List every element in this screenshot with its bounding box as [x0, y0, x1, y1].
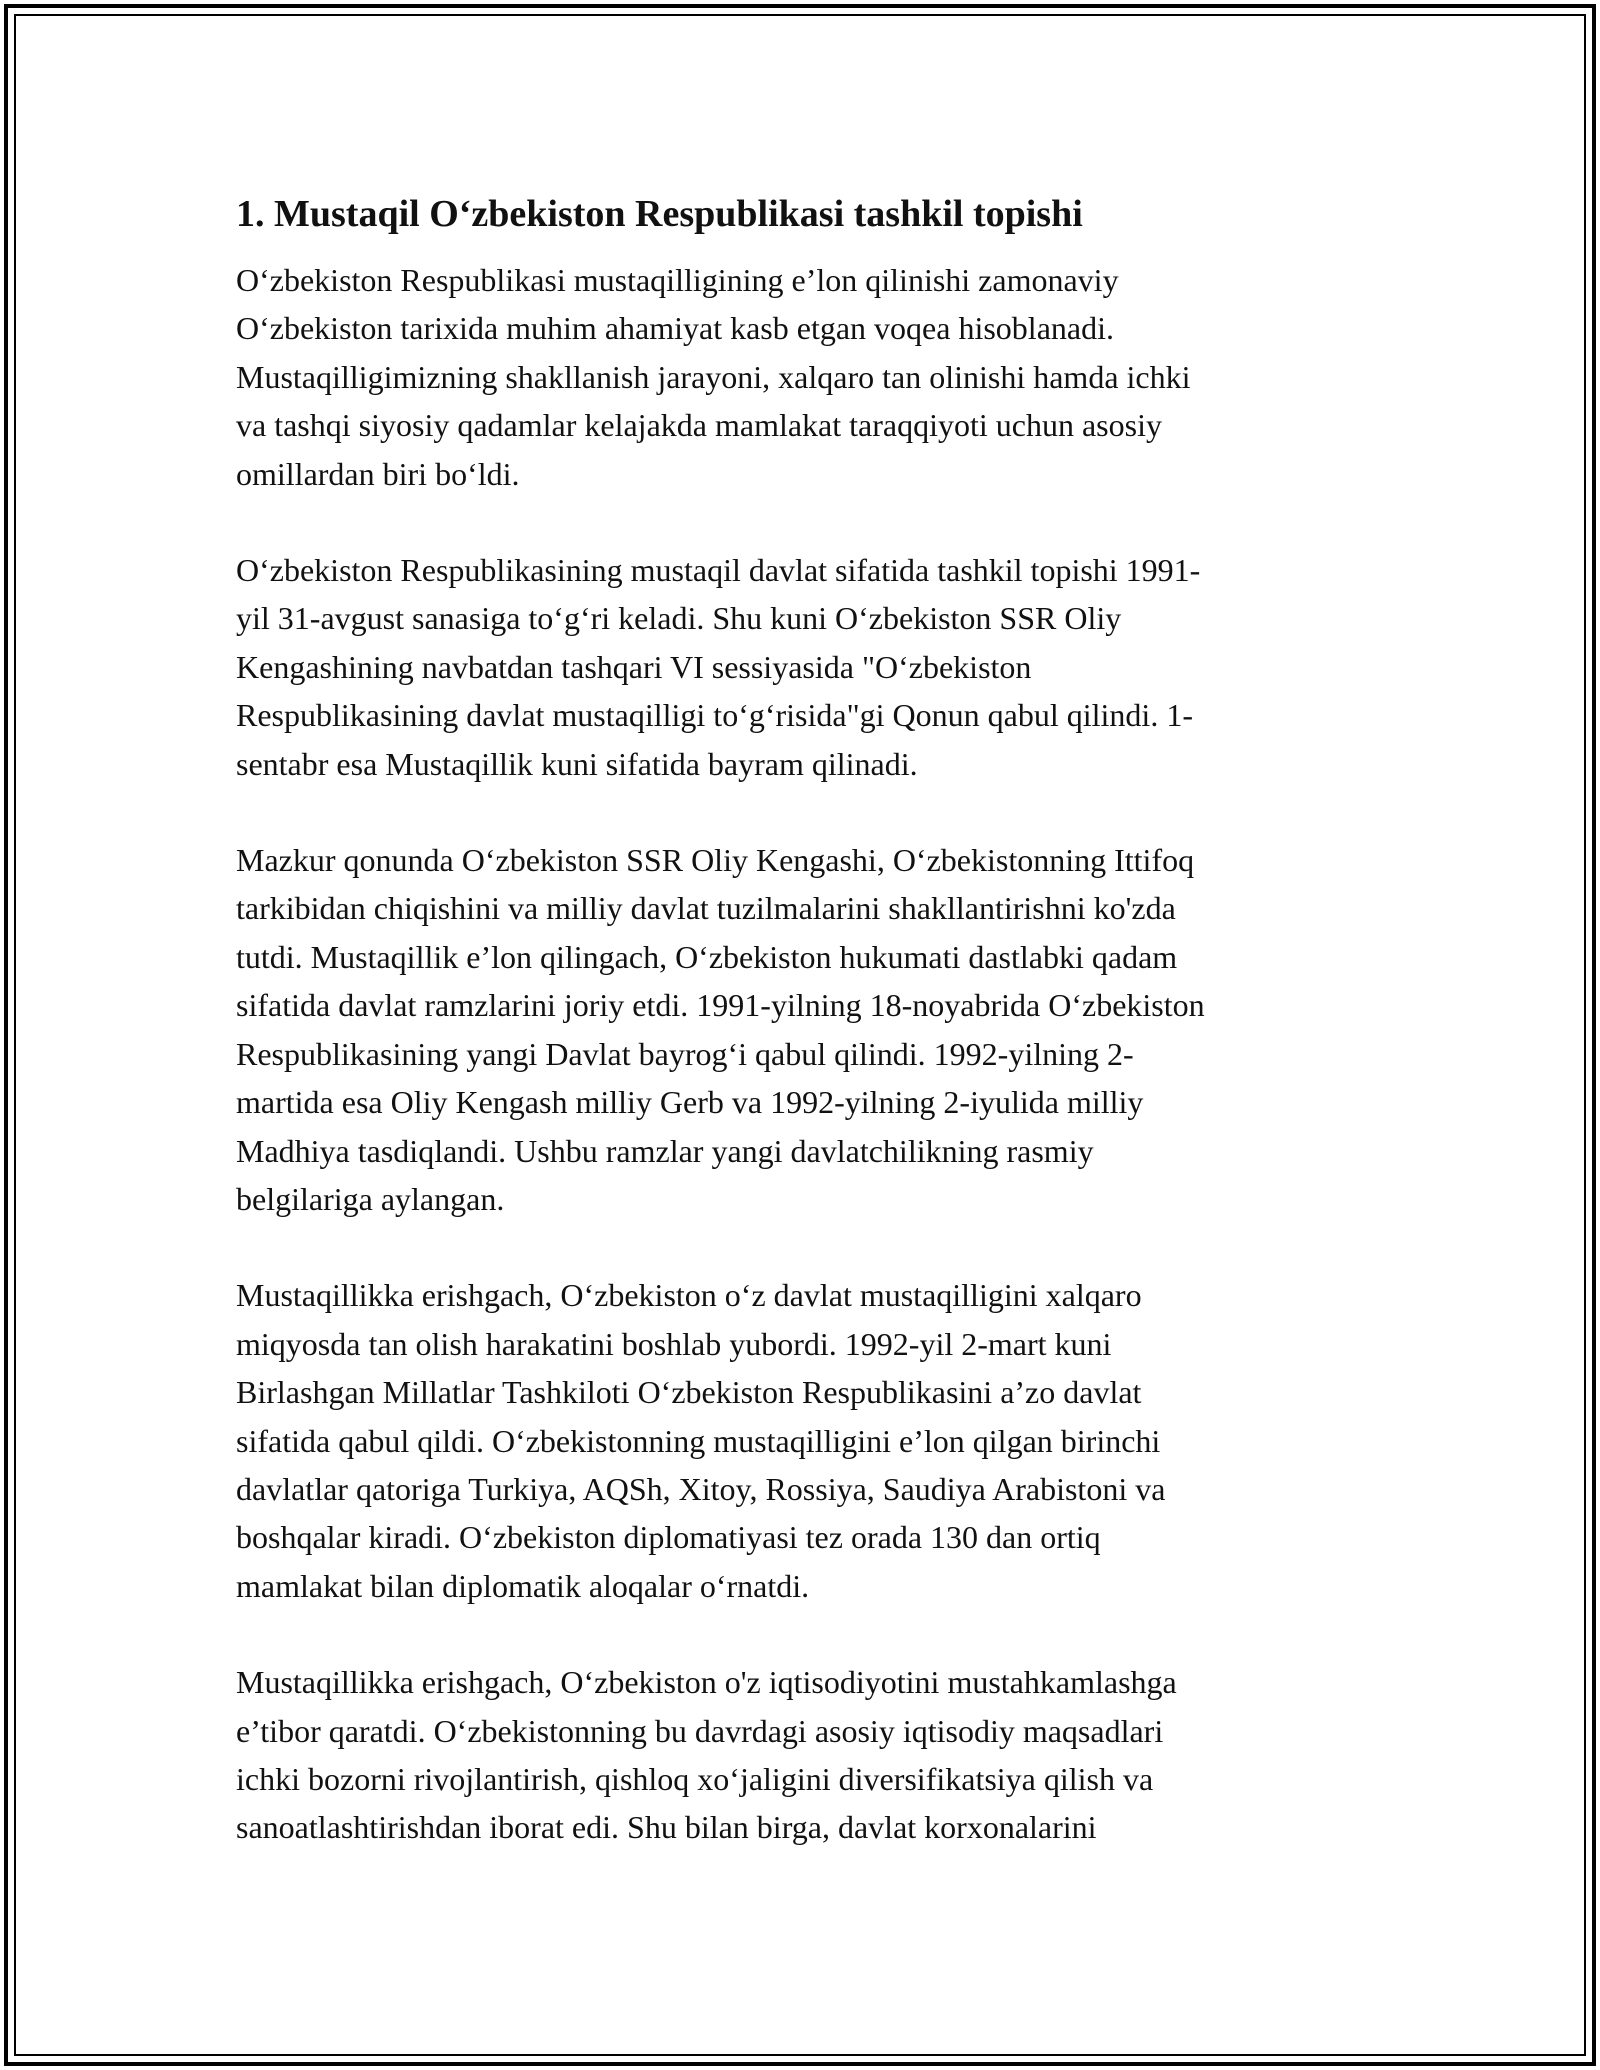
paragraph-2: O‘zbekiston Respublikasining mustaqil davlat sifatida tashkil topishi 1991- yil 31-avgust sanasiga to‘g‘ri keladi. Shu kuni O‘zbekiston SSR Oliy Kengashining navbatdan tashqari VI sessiyasida "O‘zbekiston Respublikasining davlat mustaqilligi to‘g‘risida"gi Qonun qabul qilindi. 1- sentabr esa Mustaqillik kuni sifatida bayram qilinadi. [236, 552, 1201, 782]
paragraph-3: Mazkur qonunda O‘zbekiston SSR Oliy Kengashi, O‘zbekistonning Ittifoq tarkibidan chiqishini va milliy davlat tuzilmalarini shakllantirishni ko'zda tutdi. Mustaqillik e’lon qilingach, O‘zbekiston hukumati dastlabki qadam sifatida davlat ramzlarini joriy etdi. 1991-yilning 18-noyabrida O‘zbekiston Respublikasining yangi Davlat bayrog‘i qabul qilindi. 1992-yilning 2- martida esa Oliy Kengash milliy Gerb va 1992-yilning 2-iyulida milliy Madhiya tasdiqlandi. Ushbu ramzlar yangi davlatchilikning rasmiy belgilariga aylangan. [236, 842, 1205, 1217]
section-title: 1. Mustaqil O‘zbekiston Respublikasi tashkil topishi [236, 193, 1083, 235]
paragraph-1: O‘zbekiston Respublikasi mustaqilligining e’lon qilinishi zamonaviy O‘zbekiston tarixida muhim ahamiyat kasb etgan voqea hisoblanadi. Mustaqilligimizning shakllanish jarayoni, xalqaro tan olinishi hamda ichki va tashqi siyosiy qadamlar kelajakda mamlakat taraqqiyoti uchun asosiy omillardan biri bo‘ldi. [236, 262, 1191, 492]
paragraph-5: Mustaqillikka erishgach, O‘zbekiston o'z iqtisodiyotini mustahkamlashga e’tibor qaratdi. O‘zbekistonning bu davrdagi asosiy iqtisodiy maqsadlari ichki bozorni rivojlantirish, qishloq xo‘jaligini diversifikatsiya qilish va sanoatlashtirishdan iborat edi. Shu bilan birga, davlat korxonalarini [236, 1664, 1177, 1846]
paragraph-4: Mustaqillikka erishgach, O‘zbekiston o‘z davlat mustaqilligini xalqaro miqyosda tan olish harakatini boshlab yubordi. 1992-yil 2-mart kuni Birlashgan Millatlar Tashkiloti O‘zbekiston Respublikasini a’zo davlat sifatida qabul qildi. O‘zbekistonning mustaqilligini e’lon qilgan birinchi davlatlar qatoriga Turkiya, AQSh, Xitoy, Rossiya, Saudiya Arabistoni va boshqalar kiradi. O‘zbekiston diplomatiyasi tez orada 130 dan ortiq mamlakat bilan diplomatik aloqalar o‘rnatdi. [236, 1277, 1166, 1604]
document-body [236, 186, 1376, 1900]
